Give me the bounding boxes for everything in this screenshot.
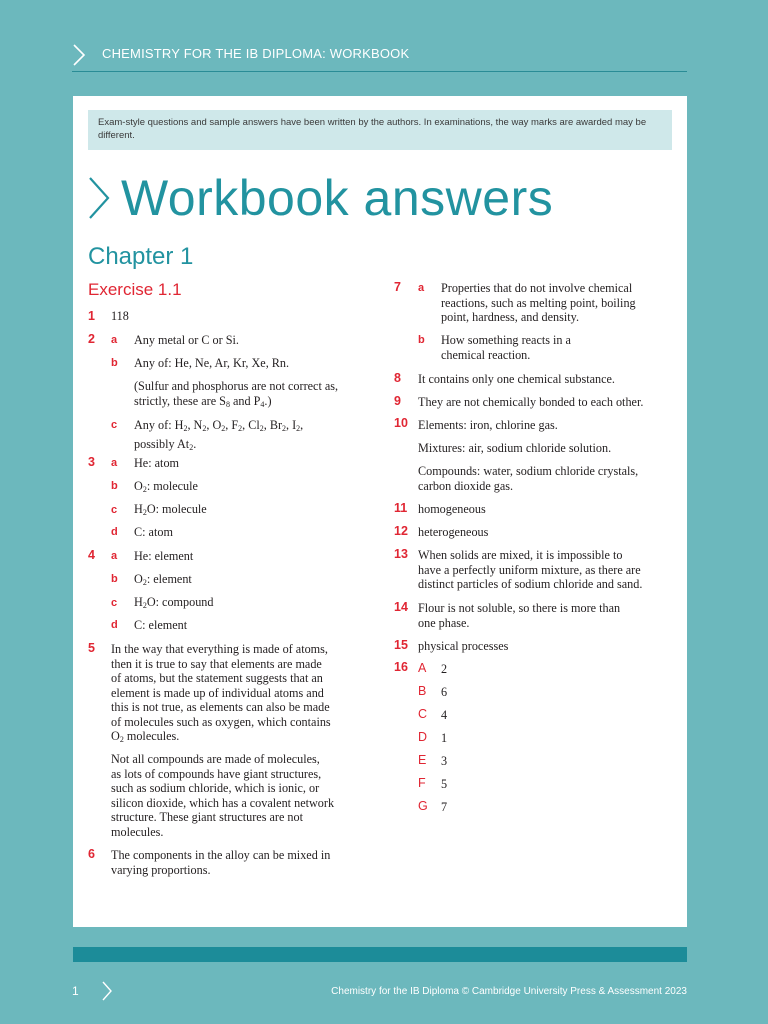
question-number: 2 bbox=[88, 332, 95, 346]
answer-text: 118 bbox=[111, 309, 129, 323]
answer-text: C: element bbox=[134, 618, 188, 632]
answer-text: 5 bbox=[441, 777, 448, 791]
page-title-text: Workbook answers bbox=[121, 170, 554, 226]
subpart-label: d bbox=[111, 619, 118, 631]
subpart-label: F bbox=[418, 776, 426, 790]
subpart-label: b bbox=[111, 573, 118, 585]
question-number: 1 bbox=[88, 309, 95, 323]
answer-paragraph: How something reacts in a chemical reaction. bbox=[441, 333, 571, 362]
question-number: 10 bbox=[394, 416, 408, 430]
subpart-label: a bbox=[111, 457, 118, 469]
subpart-label: c bbox=[111, 419, 118, 431]
answer-text: $O_2$: element bbox=[134, 572, 192, 587]
answer-text: 3 bbox=[441, 754, 448, 768]
running-header bbox=[72, 40, 687, 72]
page-content bbox=[73, 96, 687, 927]
answer-paragraph: Not all compounds are made of molecules, as lots of compounds have giant structures, such as sodium chloride, which is ionic, or silicon dioxide, which has a covalent network structure. These giant structures are not molecules. bbox=[111, 752, 335, 839]
answer-text: Mixtures: air, sodium chloride solution. bbox=[418, 441, 612, 455]
answer-text: $H_2O$: molecule bbox=[134, 502, 207, 517]
question-number: 11 bbox=[394, 501, 408, 515]
question-number: 6 bbox=[88, 847, 95, 861]
subpart-label: a bbox=[418, 282, 425, 294]
answer-text: $H_2O$: compound bbox=[134, 595, 214, 610]
answer-paragraph: Compounds: water, sodium chloride crystals, carbon dioxide gas. bbox=[418, 464, 639, 493]
answer-text: 6 bbox=[441, 685, 448, 699]
question-number: 13 bbox=[394, 547, 408, 561]
subpart-label: c bbox=[111, 597, 118, 609]
answer-text: Any of: He, Ne, Ar, Kr, Xe, Rn. bbox=[134, 356, 290, 370]
answer-text: They are not chemically bonded to each other. bbox=[418, 395, 644, 409]
subpart-label: b bbox=[111, 357, 118, 369]
subpart-label: a bbox=[111, 550, 118, 562]
answer-text: 2 bbox=[441, 662, 448, 676]
answer-text: It contains only one chemical substance. bbox=[418, 372, 615, 386]
answer-text: 4 bbox=[441, 708, 448, 722]
subpart-label: D bbox=[418, 730, 428, 744]
answer-text: Any of: $H_2$, $N_2$, $O_2$, $F_2$, $Cl_2$, $Br_2$, $I_2$, possibly $At_2$. bbox=[134, 418, 304, 452]
chevron-right-icon bbox=[72, 44, 86, 66]
copyright-notice: Chemistry for the IB Diploma © Cambridge University Press & Assessment 2023 bbox=[331, 986, 687, 997]
question-number: 16 bbox=[394, 660, 408, 674]
answer-paragraph: When solids are mixed, it is impossible to have a perfectly uniform mixture, as there are distinct particles of sodium chloride and sand. bbox=[418, 548, 643, 591]
answer-text: 1 bbox=[441, 731, 448, 745]
answer-text: He: element bbox=[134, 549, 194, 563]
answer-text: homogeneous bbox=[418, 502, 486, 516]
subpart-label: B bbox=[418, 684, 427, 698]
subpart-label: G bbox=[418, 799, 428, 813]
question-number: 14 bbox=[394, 600, 408, 614]
question-number: 3 bbox=[88, 455, 95, 469]
subpart-label: c bbox=[111, 504, 118, 516]
question-number: 15 bbox=[394, 638, 408, 652]
subpart-label: b bbox=[418, 334, 425, 346]
answer-text: He: atom bbox=[134, 456, 180, 470]
answer-paragraph: The components in the alloy can be mixed in varying proportions. bbox=[111, 848, 331, 877]
chevron-right-icon bbox=[87, 176, 111, 220]
answer-text: physical processes bbox=[418, 639, 509, 653]
footer-bar bbox=[73, 947, 687, 962]
question-number: 5 bbox=[88, 641, 95, 655]
subpart-label: b bbox=[111, 480, 118, 492]
chapter-heading: Chapter 1 bbox=[88, 243, 194, 270]
exercise-heading: Exercise 1.1 bbox=[88, 280, 182, 299]
subpart-label: E bbox=[418, 753, 427, 767]
answer-text: C: atom bbox=[134, 525, 173, 539]
answer-text: heterogeneous bbox=[418, 525, 489, 539]
question-number: 8 bbox=[394, 371, 401, 385]
subpart-label: d bbox=[111, 526, 118, 538]
answer-note: (Sulfur and phosphorus are not correct as, strictly, these are $S_8$ and $P_4$.) bbox=[134, 379, 339, 409]
answer-text: 7 bbox=[441, 800, 448, 814]
answer-text: $O_2$: molecule bbox=[134, 479, 198, 494]
header-title: CHEMISTRY FOR THE IB DIPLOMA: WORKBOOK bbox=[102, 46, 410, 61]
answer-paragraph: Flour is not soluble, so there is more than one phase. bbox=[418, 601, 621, 630]
chevron-right-icon[interactable] bbox=[101, 980, 113, 1002]
answer-text: Any metal or C or Si. bbox=[134, 333, 239, 347]
page-number: 1 bbox=[72, 984, 79, 998]
question-number: 12 bbox=[394, 524, 408, 538]
question-number: 9 bbox=[394, 394, 401, 408]
exam-notice: Exam-style questions and sample answers have been written by the authors. In examinations, the way marks are awarded may be different. bbox=[88, 110, 672, 150]
question-number: 4 bbox=[88, 548, 95, 562]
answer-text: Elements: iron, chlorine gas. bbox=[418, 418, 558, 432]
subpart-label: A bbox=[418, 661, 427, 675]
question-number: 7 bbox=[394, 280, 401, 294]
answer-paragraph: Properties that do not involve chemical reactions, such as melting point, boiling point, hardness, and density. bbox=[441, 281, 636, 324]
page-title bbox=[87, 168, 553, 228]
subpart-label: C bbox=[418, 707, 428, 721]
subpart-label: a bbox=[111, 334, 118, 346]
answer-paragraph: In the way that everything is made of atoms, then it is true to say that elements are made of atoms, but the statement suggests that an element is made up of individual atoms and this is not true, as elements can also be made of molecules such as oxygen, which contains $O_2$ molecules. bbox=[111, 642, 331, 744]
